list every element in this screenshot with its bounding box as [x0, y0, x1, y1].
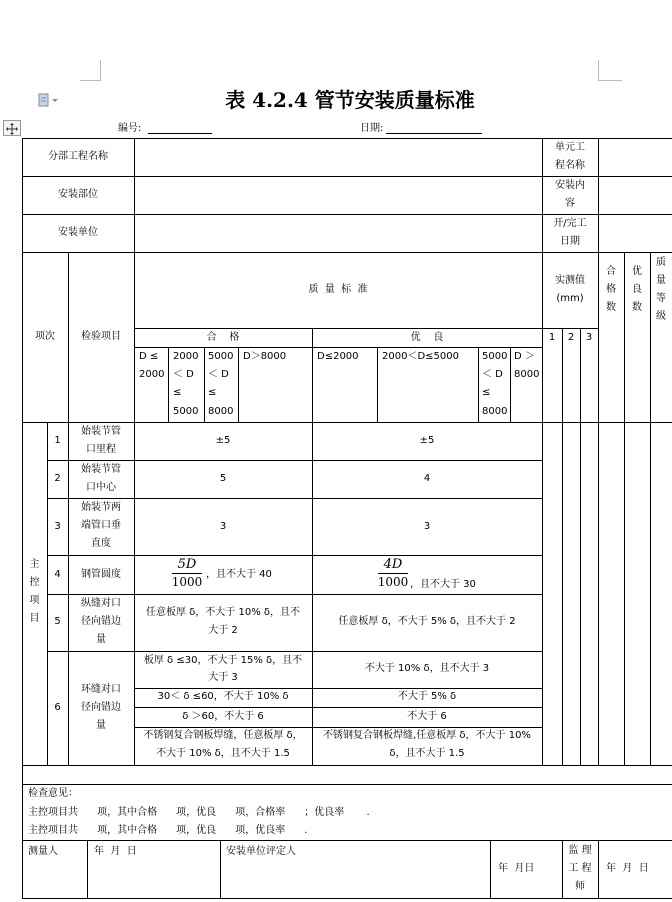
row3-no: 3 — [54, 521, 61, 532]
qualified-count-header-3: 数 — [606, 302, 616, 313]
unit-evaluator-label: 安装单位评定人 — [226, 846, 296, 857]
e-sub-4-line2: 8000 — [514, 369, 540, 380]
install-unit-label: 安装单位 — [58, 227, 98, 238]
supervisor-label-3: 师 — [575, 881, 585, 892]
qualified-count-header-1: 合 — [606, 266, 616, 277]
start-end-date-label-2: 日期 — [560, 236, 580, 247]
corner-mark — [598, 80, 622, 81]
e-sub-1: D≤2000 — [317, 351, 359, 362]
main-label-3: 项 — [29, 595, 40, 606]
row2-item-2: 口中心 — [86, 482, 116, 493]
q-sub-2-line3: ≤ — [173, 387, 182, 398]
row4-qualified: ，且不大于 40 — [206, 569, 272, 580]
q-sub-3-line2: ＜ D — [208, 369, 229, 380]
q-sub-3-line1: 5000 — [208, 351, 234, 362]
row6d-qualified-2: 不大于 10% δ，且不大于 1.5 — [156, 748, 290, 759]
corner-mark — [598, 60, 599, 80]
e-sub-3-line1: 5000 — [482, 351, 508, 362]
qualified-header: 合 格 — [206, 332, 240, 343]
row6-item-2: 径向错边 — [81, 702, 121, 713]
main-summary-line-2: 主控项目共 项，其中合格 项，优良 项，优良率 . — [28, 825, 308, 836]
row4-excellent-fraction — [374, 557, 412, 590]
row4-item: 钢管圆度 — [81, 569, 121, 580]
date-field[interactable] — [386, 133, 482, 134]
surveyor-label: 测量人 — [28, 846, 58, 857]
row1-no: 1 — [54, 435, 61, 446]
inspection-item-header: 检验项目 — [81, 331, 121, 342]
row1-item-2: 口里程 — [86, 444, 116, 455]
row5-qualified-1: 任意板厚 δ，不大于 10% δ，且不 — [146, 607, 300, 618]
q-sub-3-line4: 8000 — [208, 406, 234, 417]
e-sub-4-line1: D ＞ — [514, 351, 535, 362]
quality-grade-header-1: 质 — [656, 257, 666, 268]
excellent-count-header-3: 数 — [632, 302, 642, 313]
surveyor-date: 年 月 日 — [94, 846, 137, 857]
row6c-excellent: 不大于 6 — [407, 711, 447, 722]
row2-qualified: 5 — [219, 473, 227, 484]
q-sub-3-line3: ≤ — [208, 387, 217, 398]
row6c-qualified: δ ＞60，不大于 6 — [182, 711, 264, 722]
item-no-header: 项次 — [35, 331, 55, 342]
e-sub-2: 2000＜D≤5000 — [382, 351, 459, 362]
row4-no: 4 — [54, 569, 61, 580]
row6d-qualified-1: 不锈钢复合钢板焊缝，任意板厚 δ， — [143, 730, 303, 741]
row1-excellent: ±5 — [419, 435, 435, 446]
fraction-numerator: 4D — [383, 557, 403, 572]
corner-mark — [80, 80, 101, 81]
number-label: 编号: — [118, 123, 142, 134]
row6-item-3: 量 — [96, 720, 106, 731]
row2-excellent: 4 — [423, 473, 431, 484]
fraction-numerator: 5D — [177, 557, 197, 572]
supervisor-label-1: 监 理 — [568, 845, 592, 856]
row5-excellent: 任意板厚 δ，不大于 5% δ，且不大于 2 — [338, 616, 516, 627]
unit-project-label-2: 程名称 — [555, 160, 585, 171]
start-end-date-label-1: 开/完工 — [553, 218, 587, 229]
row5-qualified-2: 大于 2 — [208, 625, 238, 636]
row6b-excellent: 不大于 5% δ — [397, 691, 457, 702]
row6a-qualified-1: 板厚 δ ≤30，不大于 15% δ，且不 — [143, 655, 303, 666]
main-label-1: 主 — [29, 559, 40, 570]
row6b-qualified: 30＜ δ ≤60，不大于 10% δ — [157, 691, 289, 702]
evaluator-date: 年 月日 — [498, 863, 535, 874]
e-sub-3-line3: ≤ — [482, 387, 491, 398]
q-sub-1-line1: D ≤ — [139, 351, 159, 362]
main-summary-line-1: 主控项目共 项，其中合格 项，优良 项，合格率 ；优良率 . — [28, 807, 370, 818]
row5-item-3: 量 — [96, 634, 106, 645]
quality-standard-header: 质 量 标 准 — [308, 284, 368, 295]
number-field[interactable] — [148, 133, 212, 134]
measured-header-2: (mm) — [556, 293, 584, 304]
row2-no: 2 — [54, 473, 61, 484]
row3-excellent: 3 — [423, 521, 431, 532]
row2-item-1: 始装节管 — [81, 464, 121, 475]
document-icon[interactable] — [38, 92, 60, 106]
install-content-label-1: 安装内 — [555, 180, 585, 191]
row5-item-1: 纵缝对口 — [81, 598, 121, 609]
quality-grade-header-2: 量 — [656, 275, 666, 286]
row3-item-1: 始装节两 — [81, 502, 121, 513]
q-sub-4: D＞8000 — [243, 351, 287, 362]
check-opinion-label: 检查意见： — [28, 788, 78, 799]
e-sub-3-line2: ＜ D — [482, 369, 503, 380]
row3-qualified: 3 — [219, 521, 227, 532]
row5-item-2: 径向错边 — [81, 616, 121, 627]
quality-grade-header-3: 等 — [656, 293, 666, 304]
main-label-4: 目 — [29, 613, 40, 624]
measured-col-2: 2 — [567, 332, 575, 343]
row5-no: 5 — [54, 616, 61, 627]
q-sub-2-line2: ＜ D — [173, 369, 194, 380]
page-title: 表 4.2.4 管节安装质量标准 — [225, 88, 475, 112]
excellent-count-header-2: 良 — [632, 284, 642, 295]
q-sub-2-line1: 2000 — [173, 351, 199, 362]
excellent-header: 优 良 — [410, 332, 444, 343]
measured-col-1: 1 — [548, 332, 556, 343]
row6d-excellent-1: 不锈钢复合钢板焊缝,任意板厚 δ，不大于 10% — [323, 730, 531, 741]
e-sub-3-line4: 8000 — [482, 406, 508, 417]
main-label-2: 控 — [29, 577, 40, 588]
row3-item-3: 直度 — [91, 538, 111, 549]
row6d-excellent-2: δ，且不大于 1.5 — [389, 748, 465, 759]
q-sub-2-line4: 5000 — [173, 406, 199, 417]
install-location-label: 安装部位 — [58, 189, 98, 200]
q-sub-1-line2: 2000 — [139, 369, 165, 380]
row6-no: 6 — [54, 702, 61, 713]
measured-header-1: 实测值 — [555, 275, 585, 286]
row4-qualified-fraction — [168, 557, 206, 590]
row6a-qualified-2: 大于 3 — [208, 672, 238, 683]
row4-excellent: ，且不大于 30 — [410, 579, 476, 590]
row3-item-2: 端管口垂 — [81, 520, 121, 531]
row1-qualified: ±5 — [215, 435, 231, 446]
excellent-count-header-1: 优 — [632, 266, 642, 277]
row1-item-1: 始装节管 — [81, 426, 121, 437]
measured-col-3: 3 — [585, 332, 593, 343]
date-label: 日期: — [360, 123, 384, 134]
supervisor-date: 年 月 日 — [606, 863, 649, 874]
qualified-count-header-2: 格 — [606, 284, 616, 295]
fraction-denominator: 1000 — [377, 575, 409, 589]
fraction-denominator: 1000 — [171, 575, 203, 589]
install-content-label-2: 容 — [565, 198, 575, 209]
move-handle-icon[interactable] — [3, 120, 21, 136]
row6a-excellent: 不大于 10% δ，且不大于 3 — [364, 663, 490, 674]
unit-project-label-1: 单元工 — [555, 142, 585, 153]
row6-item-1: 环缝对口 — [81, 684, 121, 695]
quality-grade-header-4: 级 — [656, 311, 666, 322]
corner-mark — [100, 60, 101, 80]
subproject-label: 分部工程名称 — [48, 151, 108, 162]
supervisor-label-2: 工 程 — [568, 863, 592, 874]
